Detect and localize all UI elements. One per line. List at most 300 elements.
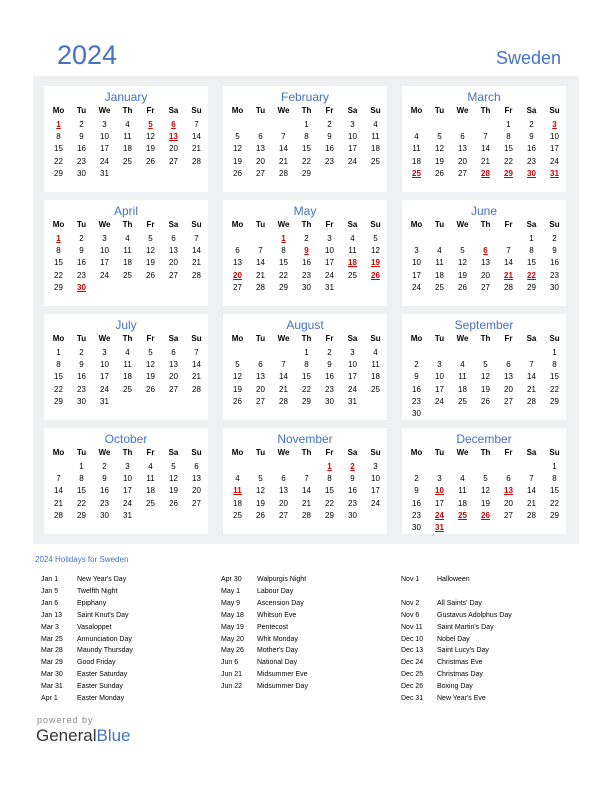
day-cell: 4 bbox=[148, 462, 153, 471]
day-cell: 15 bbox=[279, 258, 288, 268]
day-cell: 6 bbox=[258, 360, 263, 370]
day-cell: 16 bbox=[348, 486, 357, 496]
weekday-header: Mo bbox=[410, 334, 423, 343]
weekday-header: Fr bbox=[504, 448, 513, 457]
day-cell: 3 bbox=[102, 234, 107, 243]
day-cell: 13 bbox=[192, 474, 201, 484]
day-cell: 22 bbox=[279, 270, 288, 280]
month-august bbox=[223, 314, 387, 420]
weekday-header: Th bbox=[122, 220, 133, 229]
weekday-header: Tu bbox=[255, 220, 266, 229]
weekday-header: Mo bbox=[231, 106, 244, 115]
day-cell: 9 bbox=[414, 486, 419, 496]
weekday-header: Tu bbox=[76, 448, 87, 457]
day-cell: 4 bbox=[437, 246, 442, 256]
weekday-header: We bbox=[98, 448, 111, 457]
weekday-header: Su bbox=[370, 220, 381, 229]
holiday-date: Nov 1 bbox=[401, 576, 420, 583]
weekday-header: Sa bbox=[347, 220, 358, 229]
brand-general: General bbox=[36, 726, 97, 745]
day-cell: 2 bbox=[304, 234, 309, 243]
weekday-header: Tu bbox=[76, 220, 87, 229]
day-cell: 26 bbox=[233, 168, 242, 178]
day-cell: 7 bbox=[194, 348, 199, 357]
day-cell: 25 bbox=[371, 384, 380, 394]
day-cell: 28 bbox=[279, 396, 288, 406]
weekday-header: Th bbox=[122, 448, 133, 457]
weekday-header: Mo bbox=[410, 220, 423, 229]
day-cell: 11 bbox=[123, 360, 132, 370]
day-cell: 17 bbox=[435, 384, 444, 394]
day-cell: 9 bbox=[79, 132, 84, 142]
holiday-day-cell: 18 bbox=[348, 258, 357, 268]
weekday-header: Su bbox=[370, 106, 381, 115]
weekday-header: Sa bbox=[347, 106, 358, 115]
day-cell: 4 bbox=[125, 348, 130, 357]
brand-blue: Blue bbox=[96, 726, 131, 745]
holiday-day-cell: 29 bbox=[504, 168, 513, 178]
day-cell: 25 bbox=[123, 156, 132, 166]
holiday-date: Mar 29 bbox=[41, 659, 63, 667]
day-cell: 9 bbox=[529, 132, 534, 142]
month-title: November bbox=[277, 432, 333, 446]
day-cell: 29 bbox=[550, 396, 559, 406]
month-title: February bbox=[280, 90, 330, 104]
day-cell: 10 bbox=[348, 360, 357, 370]
day-cell: 14 bbox=[256, 258, 265, 268]
day-cell: 10 bbox=[100, 246, 109, 256]
day-cell: 3 bbox=[437, 360, 442, 370]
day-cell: 3 bbox=[102, 348, 107, 357]
holiday-name: Christmas Day bbox=[437, 671, 483, 679]
day-cell: 23 bbox=[527, 156, 536, 166]
holiday-day-cell: 28 bbox=[481, 168, 490, 178]
day-cell: 23 bbox=[302, 270, 311, 280]
day-cell: 16 bbox=[77, 144, 86, 154]
day-cell: 15 bbox=[54, 372, 63, 382]
day-cell: 17 bbox=[123, 486, 132, 496]
day-cell: 14 bbox=[481, 144, 490, 154]
day-cell: 7 bbox=[281, 360, 286, 370]
month-october bbox=[44, 428, 208, 534]
weekday-header: Mo bbox=[231, 334, 244, 343]
holiday-name: Midsummer Eve bbox=[257, 671, 308, 679]
day-cell: 27 bbox=[169, 384, 178, 394]
day-cell: 30 bbox=[412, 523, 421, 532]
day-cell: 6 bbox=[194, 462, 199, 471]
day-cell: 6 bbox=[460, 132, 465, 142]
day-cell: 7 bbox=[258, 246, 263, 256]
holiday-date: Nov 2 bbox=[401, 599, 420, 607]
day-cell: 22 bbox=[302, 156, 311, 166]
day-cell: 19 bbox=[146, 144, 155, 154]
day-cell: 8 bbox=[56, 132, 61, 142]
holiday-day-cell: 11 bbox=[233, 486, 242, 496]
day-cell: 15 bbox=[302, 144, 311, 154]
day-cell: 23 bbox=[77, 270, 86, 280]
day-cell: 25 bbox=[146, 498, 155, 508]
day-cell: 27 bbox=[279, 510, 288, 520]
day-cell: 22 bbox=[302, 384, 311, 394]
weekday-header: Su bbox=[549, 448, 560, 457]
day-cell: 15 bbox=[504, 144, 513, 154]
weekday-header: Mo bbox=[231, 448, 244, 457]
holiday-date: Mar 28 bbox=[41, 647, 63, 655]
day-cell: 16 bbox=[527, 144, 536, 154]
day-cell: 28 bbox=[192, 156, 201, 166]
day-cell: 14 bbox=[54, 486, 63, 496]
day-cell: 4 bbox=[373, 120, 378, 129]
day-cell: 19 bbox=[146, 372, 155, 382]
day-cell: 10 bbox=[348, 132, 357, 142]
day-cell: 11 bbox=[458, 372, 467, 382]
day-cell: 3 bbox=[414, 246, 419, 256]
day-cell: 21 bbox=[302, 498, 311, 508]
day-cell: 29 bbox=[54, 282, 63, 292]
day-cell: 17 bbox=[100, 258, 109, 268]
holiday-date: May 20 bbox=[221, 635, 244, 643]
day-cell: 3 bbox=[373, 462, 378, 471]
holiday-day-cell: 5 bbox=[148, 120, 153, 129]
day-cell: 27 bbox=[504, 396, 513, 406]
day-cell: 24 bbox=[550, 156, 559, 166]
month-june bbox=[402, 200, 566, 306]
weekday-header: Sa bbox=[526, 334, 537, 343]
weekday-header: Sa bbox=[347, 448, 358, 457]
holiday-name: Pentecost bbox=[257, 623, 289, 631]
day-cell: 19 bbox=[481, 498, 490, 508]
holiday-name: Gustavus Adolphus Day bbox=[437, 611, 512, 619]
day-cell: 28 bbox=[256, 282, 265, 292]
day-cell: 9 bbox=[79, 246, 84, 256]
day-cell: 1 bbox=[304, 348, 309, 357]
day-cell: 16 bbox=[302, 258, 311, 268]
day-cell: 25 bbox=[371, 156, 380, 166]
holiday-day-cell: 1 bbox=[56, 120, 61, 129]
day-cell: 24 bbox=[123, 498, 132, 508]
day-cell: 3 bbox=[327, 234, 332, 243]
holiday-date: May 1 bbox=[221, 587, 241, 595]
day-cell: 27 bbox=[169, 156, 178, 166]
day-cell: 27 bbox=[504, 510, 513, 520]
day-cell: 25 bbox=[435, 282, 444, 292]
day-cell: 12 bbox=[458, 258, 467, 268]
day-cell: 10 bbox=[435, 372, 444, 382]
day-cell: 20 bbox=[481, 270, 490, 280]
weekday-header: Mo bbox=[52, 448, 65, 457]
weekday-header: Fr bbox=[146, 106, 155, 115]
day-cell: 12 bbox=[435, 144, 444, 154]
day-cell: 9 bbox=[327, 360, 332, 370]
weekday-header: We bbox=[277, 334, 290, 343]
day-cell: 8 bbox=[79, 474, 84, 484]
day-cell: 30 bbox=[550, 282, 559, 292]
day-cell: 3 bbox=[350, 120, 355, 129]
day-cell: 18 bbox=[458, 498, 467, 508]
day-cell: 20 bbox=[169, 372, 178, 382]
day-cell: 6 bbox=[171, 348, 176, 357]
day-cell: 25 bbox=[233, 510, 242, 520]
day-cell: 17 bbox=[348, 372, 357, 382]
weekday-header: Th bbox=[301, 448, 312, 457]
day-cell: 3 bbox=[350, 348, 355, 357]
day-cell: 29 bbox=[54, 396, 63, 406]
day-cell: 6 bbox=[171, 234, 176, 243]
day-cell: 17 bbox=[348, 144, 357, 154]
holiday-day-cell: 25 bbox=[412, 168, 421, 178]
day-cell: 19 bbox=[435, 156, 444, 166]
day-cell: 26 bbox=[233, 396, 242, 406]
day-cell: 11 bbox=[348, 246, 357, 256]
weekday-header: We bbox=[98, 334, 111, 343]
month-title: December bbox=[456, 432, 512, 446]
weekday-header: Fr bbox=[325, 448, 334, 457]
day-cell: 17 bbox=[371, 486, 380, 496]
day-cell: 5 bbox=[235, 360, 240, 370]
day-cell: 4 bbox=[125, 120, 130, 129]
day-cell: 26 bbox=[146, 156, 155, 166]
holiday-day-cell: 13 bbox=[504, 486, 513, 496]
day-cell: 19 bbox=[481, 384, 490, 394]
day-cell: 14 bbox=[302, 486, 311, 496]
day-cell: 24 bbox=[325, 270, 334, 280]
day-cell: 21 bbox=[527, 384, 536, 394]
weekday-header: Th bbox=[480, 106, 491, 115]
weekday-header: Su bbox=[549, 220, 560, 229]
day-cell: 31 bbox=[100, 396, 109, 406]
holiday-day-cell: 1 bbox=[56, 234, 61, 243]
weekday-header: Sa bbox=[168, 220, 179, 229]
day-cell: 14 bbox=[527, 372, 536, 382]
day-cell: 6 bbox=[506, 360, 511, 370]
day-cell: 18 bbox=[233, 498, 242, 508]
holiday-date: Mar 30 bbox=[41, 671, 63, 679]
weekday-header: Mo bbox=[410, 448, 423, 457]
weekday-header: Tu bbox=[76, 106, 87, 115]
day-cell: 20 bbox=[192, 486, 201, 496]
month-april bbox=[44, 200, 208, 306]
holiday-name: Good Friday bbox=[77, 659, 116, 667]
day-cell: 22 bbox=[54, 270, 63, 280]
day-cell: 19 bbox=[256, 498, 265, 508]
weekday-header: Su bbox=[191, 334, 202, 343]
holiday-day-cell: 1 bbox=[281, 234, 286, 243]
day-cell: 31 bbox=[100, 168, 109, 178]
day-cell: 19 bbox=[233, 156, 242, 166]
day-cell: 11 bbox=[371, 360, 380, 370]
day-cell: 14 bbox=[192, 360, 201, 370]
day-cell: 1 bbox=[552, 462, 557, 471]
weekday-header: Su bbox=[191, 448, 202, 457]
month-title: June bbox=[470, 204, 498, 218]
day-cell: 30 bbox=[302, 282, 311, 292]
day-cell: 30 bbox=[348, 510, 357, 520]
day-cell: 10 bbox=[100, 360, 109, 370]
day-cell: 20 bbox=[169, 144, 178, 154]
holiday-name: Twelfth Night bbox=[77, 587, 118, 595]
day-cell: 12 bbox=[233, 372, 242, 382]
holiday-day-cell: 22 bbox=[527, 270, 536, 280]
weekday-header: Fr bbox=[325, 334, 334, 343]
day-cell: 2 bbox=[79, 120, 84, 129]
day-cell: 5 bbox=[235, 132, 240, 142]
day-cell: 2 bbox=[414, 474, 419, 484]
day-cell: 2 bbox=[327, 348, 332, 357]
powered-by-text: powered by bbox=[37, 715, 94, 725]
holiday-name: Mother's Day bbox=[257, 647, 299, 655]
day-cell: 1 bbox=[79, 462, 84, 471]
day-cell: 21 bbox=[481, 156, 490, 166]
day-cell: 10 bbox=[371, 474, 380, 484]
day-cell: 18 bbox=[123, 372, 132, 382]
weekday-header: Su bbox=[549, 334, 560, 343]
day-cell: 20 bbox=[458, 156, 467, 166]
day-cell: 6 bbox=[258, 132, 263, 142]
holidays-title: 2024 Holidays for Sweden bbox=[35, 555, 129, 564]
day-cell: 22 bbox=[550, 498, 559, 508]
weekday-header: We bbox=[277, 106, 290, 115]
day-cell: 8 bbox=[281, 246, 286, 256]
day-cell: 17 bbox=[100, 144, 109, 154]
day-cell: 27 bbox=[169, 270, 178, 280]
weekday-header: Tu bbox=[255, 334, 266, 343]
holiday-day-cell: 6 bbox=[483, 246, 488, 256]
month-title: January bbox=[104, 90, 148, 104]
day-cell: 18 bbox=[371, 372, 380, 382]
weekday-header: We bbox=[456, 448, 469, 457]
weekday-header: Sa bbox=[526, 448, 537, 457]
day-cell: 2 bbox=[529, 120, 534, 129]
day-cell: 10 bbox=[325, 246, 334, 256]
month-september bbox=[402, 314, 566, 420]
weekday-header: Sa bbox=[168, 106, 179, 115]
holiday-name: Easter Sunday bbox=[77, 683, 123, 691]
day-cell: 29 bbox=[279, 282, 288, 292]
day-cell: 9 bbox=[327, 132, 332, 142]
day-cell: 5 bbox=[148, 348, 153, 357]
weekday-header: We bbox=[98, 106, 111, 115]
weekday-header: We bbox=[456, 334, 469, 343]
day-cell: 22 bbox=[504, 156, 513, 166]
day-cell: 7 bbox=[529, 360, 534, 370]
holiday-day-cell: 30 bbox=[527, 168, 536, 178]
holiday-name: Walpurgis Night bbox=[257, 576, 307, 583]
day-cell: 20 bbox=[504, 384, 513, 394]
day-cell: 10 bbox=[412, 258, 421, 268]
weekday-header: Su bbox=[191, 220, 202, 229]
day-cell: 5 bbox=[258, 474, 263, 484]
day-cell: 30 bbox=[325, 396, 334, 406]
day-cell: 15 bbox=[550, 486, 559, 496]
day-cell: 14 bbox=[527, 486, 536, 496]
day-cell: 28 bbox=[527, 510, 536, 520]
holiday-name: New Year's Day bbox=[77, 576, 127, 583]
day-cell: 15 bbox=[302, 372, 311, 382]
day-cell: 9 bbox=[552, 246, 557, 256]
day-cell: 28 bbox=[504, 282, 513, 292]
holiday-date: Jun 22 bbox=[221, 683, 243, 691]
day-cell: 3 bbox=[437, 474, 442, 484]
day-cell: 27 bbox=[256, 396, 265, 406]
day-cell: 3 bbox=[102, 120, 107, 129]
day-cell: 4 bbox=[414, 132, 419, 142]
day-cell: 8 bbox=[56, 246, 61, 256]
weekday-header: Fr bbox=[504, 334, 513, 343]
day-cell: 26 bbox=[169, 498, 178, 508]
holiday-day-cell: 31 bbox=[435, 523, 444, 532]
day-cell: 1 bbox=[304, 120, 309, 129]
weekday-header: Tu bbox=[255, 448, 266, 457]
holiday-date: Apr 1 bbox=[41, 695, 58, 702]
day-cell: 23 bbox=[77, 156, 86, 166]
month-february bbox=[223, 86, 387, 192]
holiday-name: Vasaloppet bbox=[77, 623, 112, 631]
day-cell: 22 bbox=[325, 498, 334, 508]
weekday-header: Mo bbox=[231, 220, 244, 229]
day-cell: 6 bbox=[281, 474, 286, 484]
weekday-header: Th bbox=[301, 220, 312, 229]
day-cell: 26 bbox=[481, 396, 490, 406]
weekday-header: Th bbox=[122, 334, 133, 343]
weekday-header: Mo bbox=[52, 220, 65, 229]
day-cell: 22 bbox=[54, 384, 63, 394]
day-cell: 24 bbox=[100, 384, 109, 394]
day-cell: 5 bbox=[437, 132, 442, 142]
day-cell: 15 bbox=[77, 486, 86, 496]
day-cell: 10 bbox=[123, 474, 132, 484]
weekday-header: Th bbox=[301, 334, 312, 343]
day-cell: 28 bbox=[527, 396, 536, 406]
day-cell: 25 bbox=[123, 384, 132, 394]
weekday-header: Sa bbox=[168, 334, 179, 343]
weekday-header: Tu bbox=[434, 106, 445, 115]
day-cell: 5 bbox=[483, 360, 488, 370]
day-cell: 25 bbox=[348, 270, 357, 280]
day-cell: 27 bbox=[458, 168, 467, 178]
day-cell: 29 bbox=[302, 168, 311, 178]
day-cell: 11 bbox=[123, 132, 132, 142]
holiday-day-cell: 31 bbox=[550, 168, 559, 178]
day-cell: 7 bbox=[304, 474, 309, 484]
day-cell: 28 bbox=[192, 384, 201, 394]
holiday-name: Ascension Day bbox=[257, 599, 304, 607]
day-cell: 1 bbox=[529, 234, 534, 243]
day-cell: 17 bbox=[412, 270, 421, 280]
holiday-day-cell: 6 bbox=[171, 120, 176, 129]
day-cell: 11 bbox=[435, 258, 444, 268]
day-cell: 14 bbox=[192, 132, 201, 142]
holiday-name: Annunciation Day bbox=[77, 635, 132, 643]
holiday-date: May 9 bbox=[221, 599, 241, 607]
month-title: May bbox=[293, 204, 317, 218]
month-july bbox=[44, 314, 208, 420]
day-cell: 23 bbox=[77, 384, 86, 394]
day-cell: 8 bbox=[529, 246, 534, 256]
day-cell: 16 bbox=[412, 384, 421, 394]
day-cell: 25 bbox=[458, 396, 467, 406]
holiday-day-cell: 26 bbox=[481, 510, 490, 520]
holiday-date: Apr 30 bbox=[221, 576, 242, 583]
day-cell: 27 bbox=[233, 282, 242, 292]
day-cell: 12 bbox=[256, 486, 265, 496]
holiday-date: Dec 10 bbox=[401, 635, 424, 643]
weekday-header: We bbox=[456, 106, 469, 115]
day-cell: 4 bbox=[125, 234, 130, 243]
day-cell: 23 bbox=[348, 498, 357, 508]
day-cell: 8 bbox=[56, 360, 61, 370]
day-cell: 8 bbox=[327, 474, 332, 484]
day-cell: 2 bbox=[414, 360, 419, 370]
